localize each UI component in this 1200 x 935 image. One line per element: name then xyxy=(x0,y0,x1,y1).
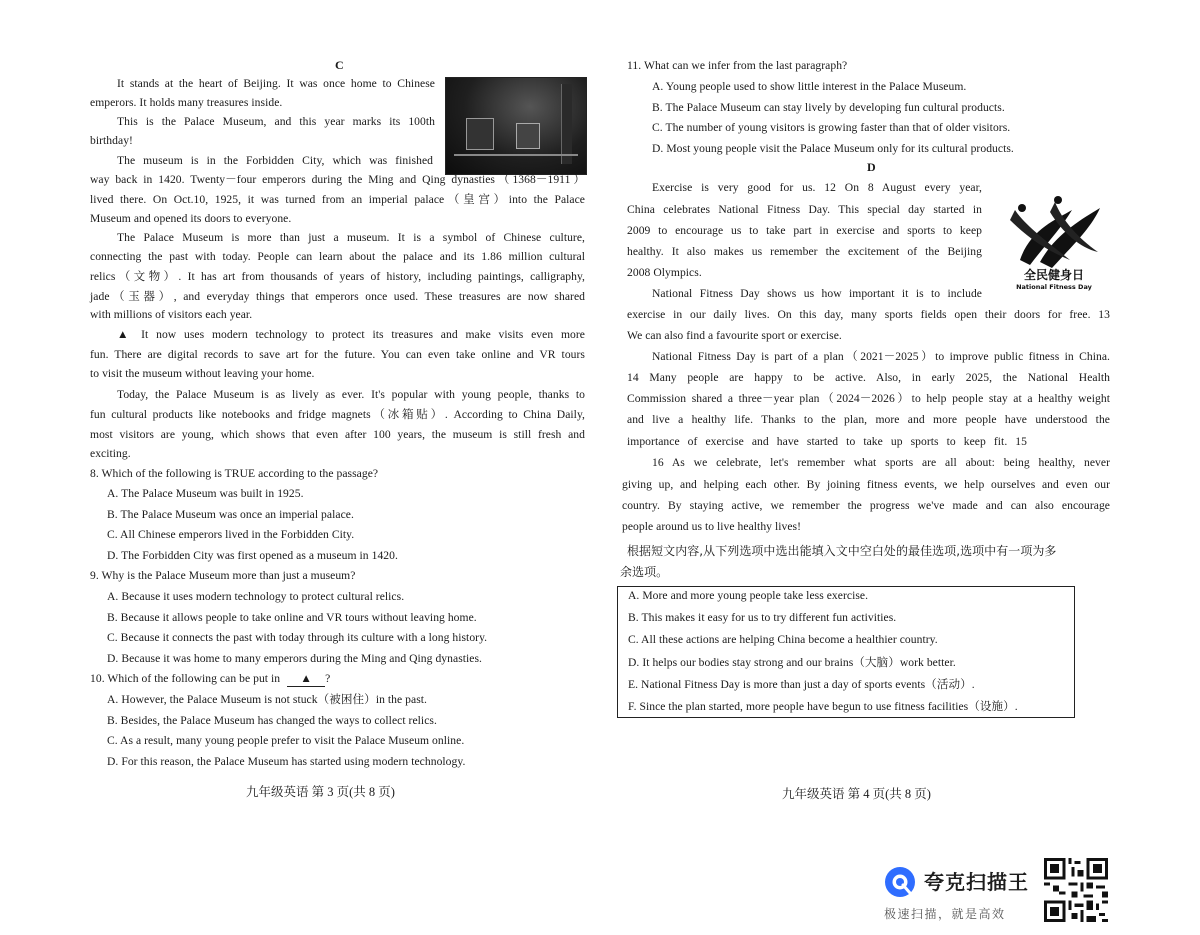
question-11-option: C. The number of young visitors is growing faster than that of older visitors. xyxy=(652,121,1011,134)
passage-d-line: 2009 to encourage us to take part in exercise and sports to keep xyxy=(627,224,982,237)
passage-c-line: birthday! xyxy=(90,134,133,147)
box-option: F. Since the plan started, more people have begun to use fitness facilities（设施）. xyxy=(628,700,1018,713)
passage-c-line: with millions of visitors each year. xyxy=(90,308,253,321)
passage-d-line: and live a healthy life. Thanks to the plan, more and more people have understood the xyxy=(627,413,1110,426)
passage-c-line: jade（玉器）, and everyday things that emperors once used. These treasures are now shared xyxy=(90,290,585,303)
box-option: D. It helps our bodies stay strong and our brains（大脑）work better. xyxy=(628,655,956,669)
question-9: 9. Why is the Palace Museum more than just a museum? xyxy=(90,569,356,582)
passage-d-line: giving up, and helping each other. By joining fitness events, we help ourselves and even our xyxy=(622,478,1110,491)
box-option: B. This makes it easy for us to try different fun activities. xyxy=(628,611,897,625)
passage-d-line: 16 As we celebrate, let's remember what sports are all about: being healthy, never xyxy=(652,456,1110,469)
question-9-option: C. Because it connects the past with today through its culture with a long history. xyxy=(107,631,488,644)
palace-museum-photo xyxy=(445,77,587,175)
question-11: 11. What can we infer from the last paragraph? xyxy=(627,59,848,72)
brand-tagline: 极速扫描，就是高效 xyxy=(884,907,1006,921)
passage-c-line: relics（文物）. It has art from thousands of years of history, including paintings, calligraphy, xyxy=(90,270,585,283)
passage-d-line: We can also find a favourite sport or exercise. xyxy=(627,329,842,342)
passage-d-line: Exercise is very good for us. 12 On 8 August every year, xyxy=(652,181,982,194)
question-10-option: B. Besides, the Palace Museum has changed the ways to collect relics. xyxy=(107,713,437,727)
passage-d-line: 2008 Olympics. xyxy=(627,266,702,279)
passage-d-line: people around us to live healthy lives! xyxy=(622,520,802,533)
question-11-option: D. Most young people visit the Palace Museum only for its cultural products. xyxy=(652,141,1014,155)
passage-c-line: most visitors are young, which shows that even after 100 years, the museum is still fresh and xyxy=(90,428,585,441)
passage-c-line: Today, the Palace Museum is as lively as ever. It's popular with young people, thanks to xyxy=(117,388,585,401)
instruction-line-2: 余选项。 xyxy=(620,565,669,579)
passage-d-line: National Fitness Day shows us how important it is to include xyxy=(652,287,982,300)
passage-c-line: The museum is in the Forbidden City, which was finished xyxy=(117,154,433,167)
box-option: C. All these actions are helping China become a healthier country. xyxy=(628,633,938,647)
passage-c-line: fun cultural products like notebooks and fridge magnets（冰箱贴）. According to China Daily, xyxy=(90,408,585,421)
passage-d-line: healthy. It also makes us remember the excitement of the Beijing xyxy=(627,245,982,258)
quark-scanner-logo-icon xyxy=(884,866,916,898)
question-10-option: D. For this reason, the Palace Museum has started using modern technology. xyxy=(107,754,466,768)
instruction-line-1: 根据短文内容,从下列选项中选出能填入文中空白处的最佳选项,选项中有一项为多 xyxy=(627,544,1057,558)
passage-d-line: China celebrates National Fitness Day. This special day started in xyxy=(627,203,982,216)
question-9-option: A. Because it uses modern technology to protect cultural relics. xyxy=(107,590,405,603)
passage-d-line: importance of exercise and have started to take up sports to keep fit. 15 xyxy=(627,435,1027,448)
passage-c-line: It stands at the heart of Beijing. It was once home to Chinese xyxy=(117,77,435,90)
passage-c-line: ▲ It now uses modern technology to protect its treasures and make visits even more xyxy=(117,328,585,341)
passage-c-line: way back in 1420. Twenty－four emperors during the Ming and Qing dynasties（1368－1911） xyxy=(90,173,585,186)
passage-d-line: country. By staying active, we remember the progress we've made and can also encourage xyxy=(622,499,1110,512)
passage-d-line: Commission shared a three－year plan（2024－2026）to help people stay at a healthy weight xyxy=(627,392,1110,405)
question-10-text: 10. Which of the following can be put in xyxy=(90,672,281,685)
question-9-option: D. Because it was home to many emperors during the Ming and Qing dynasties. xyxy=(107,651,482,665)
question-8-option: D. The Forbidden City was first opened as a museum in 1420. xyxy=(107,548,398,562)
question-8-option: A. The Palace Museum was built in 1925. xyxy=(107,487,304,500)
section-c-heading: C xyxy=(335,58,344,72)
question-10-blank: ▲ xyxy=(287,672,325,687)
page-3-footer: 九年级英语 第 3 页(共 8 页) xyxy=(246,785,395,799)
qr-code-image xyxy=(1044,858,1108,922)
passage-c-line: exciting. xyxy=(90,447,131,460)
passage-c-line: The Palace Museum is more than just a museum. It is a symbol of Chinese culture, xyxy=(117,231,585,244)
box-option: A. More and more young people take less exercise. xyxy=(628,589,869,602)
passage-c-line: lived there. On Oct.10, 1925, it was turned from an imperial palace（皇宫）into the Palace xyxy=(90,193,585,206)
brand-name: 夸克扫描王 xyxy=(924,870,1029,894)
question-10-suffix: ? xyxy=(325,672,331,685)
passage-c-line: emperors. It holds many treasures inside. xyxy=(90,96,283,109)
page-4-footer: 九年级英语 第 4 页(共 8 页) xyxy=(782,787,931,801)
question-10-option: C. As a result, many young people prefer to visit the Palace Museum online. xyxy=(107,734,465,747)
logo-english-text: National Fitness Day xyxy=(1016,283,1092,291)
question-11-option: A. Young people used to show little interest in the Palace Museum. xyxy=(652,80,967,93)
question-8: 8. Which of the following is TRUE according to the passage? xyxy=(90,467,379,480)
question-9-option: B. Because it allows people to take online and VR tours without leaving home. xyxy=(107,610,477,624)
question-10-option: A. However, the Palace Museum is not stuck（被困住）in the past. xyxy=(107,693,427,706)
passage-d-line: exercise in our daily lives. On this day, many sports fields open their doors for free. 13 xyxy=(627,308,1110,321)
passage-c-line: This is the Palace Museum, and this year marks its 100th xyxy=(117,115,435,128)
question-8-option: B. The Palace Museum was once an imperial palace. xyxy=(107,507,354,521)
question-10 xyxy=(90,672,330,687)
passage-c-line: Museum and opened its doors to everyone. xyxy=(90,212,292,225)
passage-c-line: fun. There are digital records to save art for the future. You can even take online and VR tours xyxy=(90,348,585,361)
options-box xyxy=(617,586,1075,718)
passage-d-line: 14 Many people are happy to be active. Also, in early 2025, the National Health xyxy=(627,371,1110,384)
question-8-option: C. All Chinese emperors lived in the Forbidden City. xyxy=(107,528,355,541)
box-option: E. National Fitness Day is more than just a day of sports events（活动）. xyxy=(628,677,975,691)
logo-chinese-text: 全民健身日 xyxy=(1023,268,1084,282)
passage-d-line: National Fitness Day is part of a plan（2021－2025）to improve public fitness in China. xyxy=(652,350,1110,363)
passage-c-line: to visit the museum without leaving your home. xyxy=(90,367,315,380)
section-d-heading: D xyxy=(867,160,876,174)
question-11-option: B. The Palace Museum can stay lively by developing fun cultural products. xyxy=(652,100,1005,114)
passage-c-line: connecting the past with today. People can learn about the palace and its 1.86 million cultural xyxy=(90,250,585,263)
